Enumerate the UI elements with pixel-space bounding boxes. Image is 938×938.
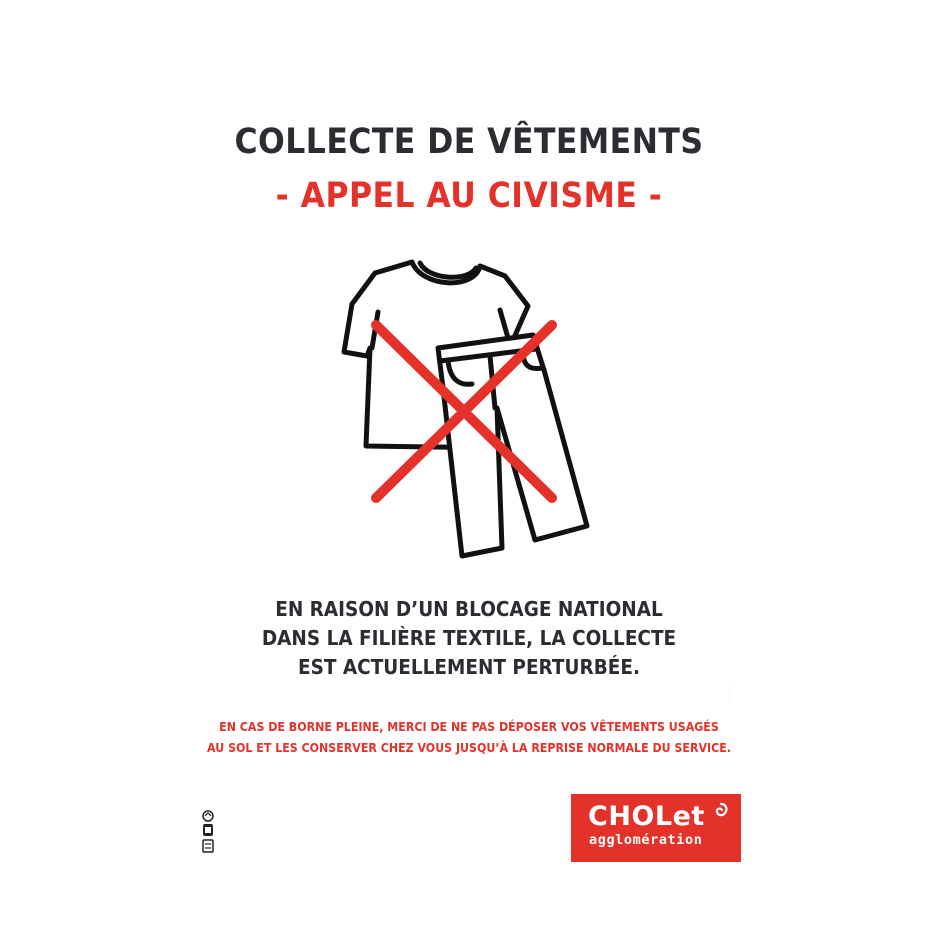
poster-subtitle: - APPEL AU CIVISME - — [275, 176, 663, 216]
message-line: EST ACTUELLEMENT PERTURBÉE. — [298, 655, 640, 679]
logo-swirl-icon — [712, 802, 730, 820]
message-line: DANS LA FILIÈRE TEXTILE, LA COLLECTE — [261, 626, 677, 650]
vertical-credit-mark: · · · · · · · · · — [727, 685, 731, 702]
logo-subtitle: agglomération — [589, 832, 703, 848]
main-message — [47, 595, 891, 682]
note-line: AU SOL ET LES CONSERVER CHEZ VOUS JUSQU’À LA REPRISE NORMALE DU SERVICE. — [207, 741, 731, 755]
note-line: EN CAS DE BORNE PLEINE, MERCI DE NE PAS DÉPOSER VOS VÊTEMENTS USAGÉS — [219, 720, 719, 734]
instruction-note — [38, 717, 901, 759]
recycling-info-icon — [200, 810, 216, 854]
poster-title: COLLECTE DE VÊTEMENTS — [234, 122, 704, 162]
cholet-agglomeration-logo — [571, 794, 741, 862]
crossed-clothes-illustration — [330, 248, 600, 564]
message-line: EN RAISON D’UN BLOCAGE NATIONAL — [275, 597, 663, 621]
logo-wordmark: CHOLet — [588, 801, 705, 832]
